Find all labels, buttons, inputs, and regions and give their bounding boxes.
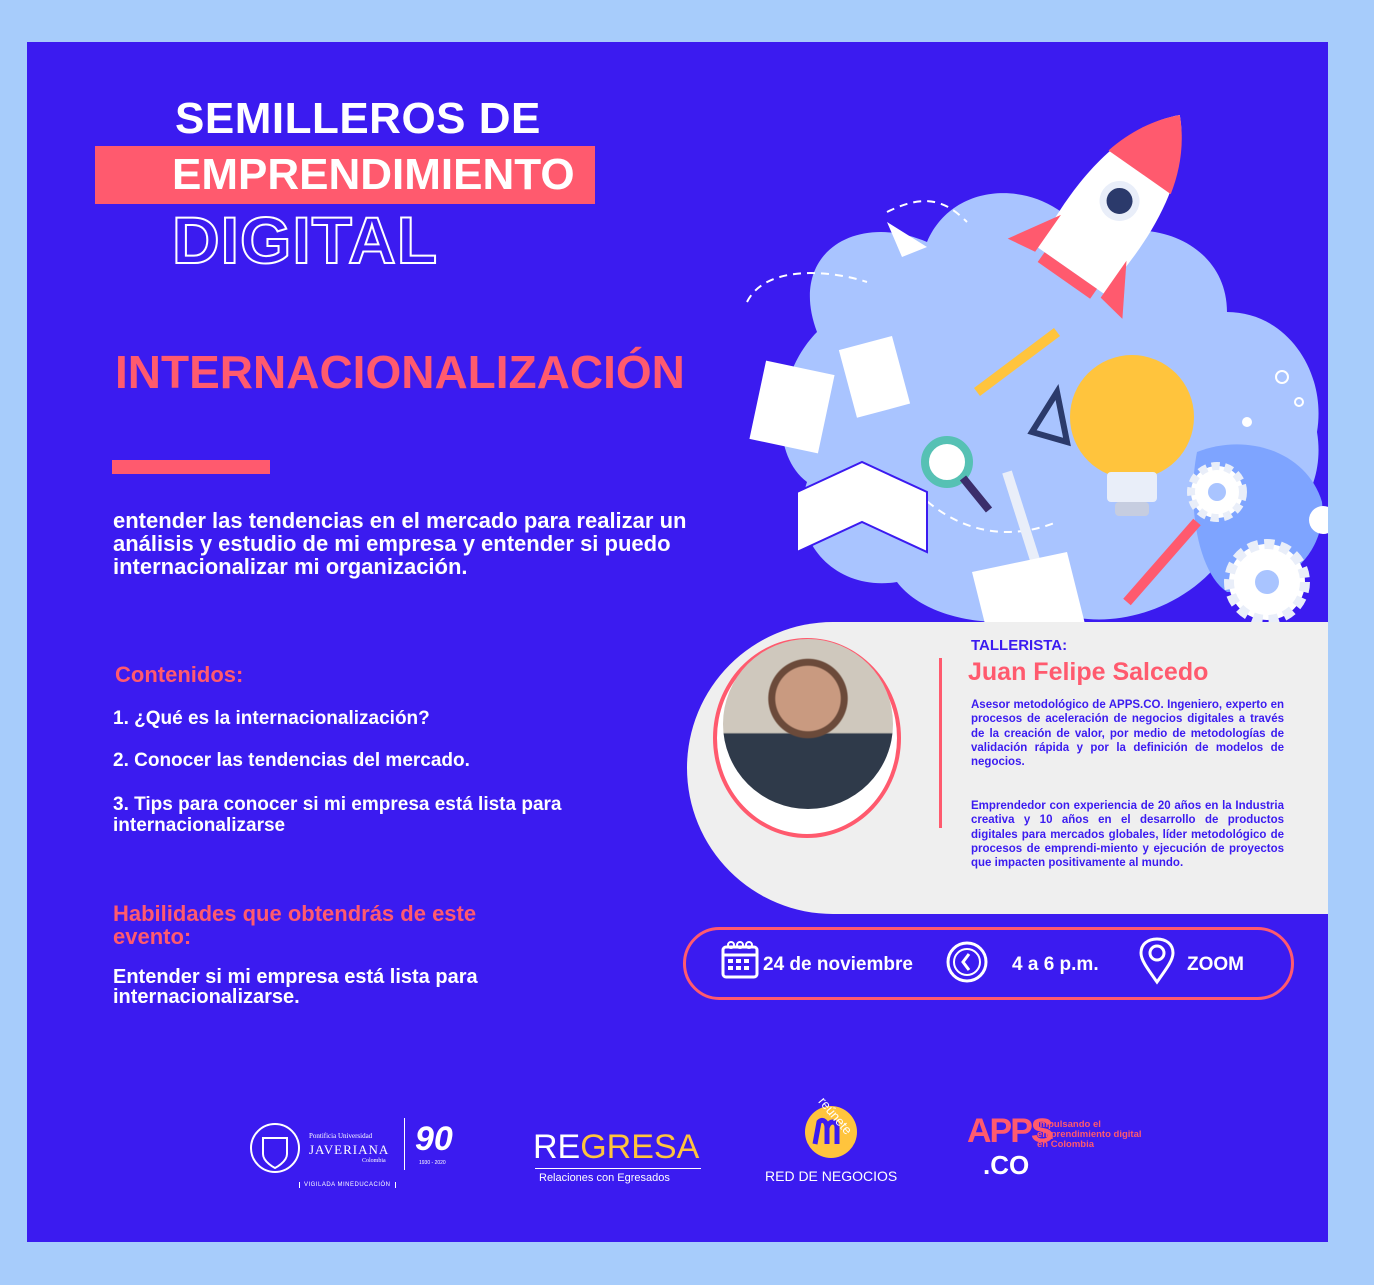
anniversary-years: 1930 - 2020 <box>419 1160 446 1166</box>
apps-co: .CO <box>983 1150 1030 1180</box>
calendar-icon <box>720 940 760 980</box>
title-line-2: EMPRENDIMIENTO <box>172 150 575 199</box>
apps-mark: APPS <box>967 1112 1052 1150</box>
title-line-3: DIGITAL <box>172 203 439 277</box>
vigilada-text: VIGILADA MINEDUCACIÓN <box>299 1182 396 1188</box>
habilidades-text: Entender si mi empresa está lista para internacionalizarse. <box>113 966 478 1008</box>
tallerista-bio: Asesor metodológico de APPS.CO. Ingeniero, experto en procesos de aceleración de negocios digitales a través de la creación de valor, por medio de metodologías de validación rápida y por la definición de modelos de negocios. <box>971 699 1284 769</box>
contenido-item: 1. ¿Qué es la internacionalización? <box>113 708 430 729</box>
tallerista-name: Juan Felipe Salcedo <box>968 658 1209 686</box>
javeriana-line2: JAVERIANA <box>309 1142 390 1157</box>
clock-icon <box>945 940 989 984</box>
anniversary-mark: 90 <box>415 1120 453 1158</box>
tallerista-label: TALLERISTA: <box>971 637 1068 654</box>
contenido-item: 3. Tips para conocer si mi empresa está lista para internacionalizarse <box>113 794 562 836</box>
topic-underline <box>112 460 270 474</box>
javeriana-line1: Pontificia Universidad <box>309 1132 373 1140</box>
event-place: ZOOM <box>1187 954 1244 975</box>
regresa-rule <box>535 1168 701 1169</box>
javeriana-line3: Colombia <box>362 1158 386 1164</box>
regresa-sub: Relaciones con Egresados <box>539 1172 670 1184</box>
contenidos-heading: Contenidos: <box>115 662 244 687</box>
topic-heading: INTERNACIONALIZACIÓN <box>115 346 685 398</box>
title-line-1: SEMILLEROS DE <box>175 94 541 143</box>
regresa-logo <box>533 1128 713 1188</box>
card-divider <box>939 658 942 828</box>
rocket-illustration <box>727 72 1328 632</box>
reunete-sub: RED DE NEGOCIOS <box>765 1168 898 1184</box>
lightbulb-icon <box>1070 355 1194 479</box>
reunete-logo <box>747 1094 927 1184</box>
speaker-photo <box>723 639 893 809</box>
event-date: 24 de noviembre <box>763 954 913 975</box>
javeriana-logo <box>247 1120 467 1200</box>
habilidades-heading: Habilidades que obtendrás de este evento: <box>113 901 477 949</box>
reunete-word: reúnete <box>815 1094 856 1138</box>
regresa-wordmark <box>533 1128 699 1167</box>
logo-divider <box>404 1118 405 1170</box>
regresa-gresa: GRESA <box>580 1128 700 1166</box>
apps-logo <box>967 1112 1167 1192</box>
apps-tagline: Impulsando el emprendimiento digital en Colombia <box>1037 1119 1142 1150</box>
event-time: 4 a 6 p.m. <box>1012 954 1099 975</box>
contenido-item: 2. Conocer las tendencias del mercado. <box>113 750 470 771</box>
magnifier-icon <box>925 440 969 484</box>
location-pin-icon <box>1137 936 1177 986</box>
poster <box>27 42 1328 1242</box>
javeriana-seal-icon <box>247 1120 303 1176</box>
topic-description: entender las tendencias en el mercado para realizar un análisis y estudio de mi empresa y entender si puedo internacionalizar mi organización. <box>113 508 687 579</box>
regresa-re: RE <box>533 1128 581 1166</box>
tallerista-bio: Emprendedor con experiencia de 20 años en la Industria creativa y 10 años en el desarrollo de productos digitales para mercados globales, líder metodológico de procesos de emprendi-miento y ejecución de proyectos que impacten positivamente al mundo. <box>971 800 1284 870</box>
